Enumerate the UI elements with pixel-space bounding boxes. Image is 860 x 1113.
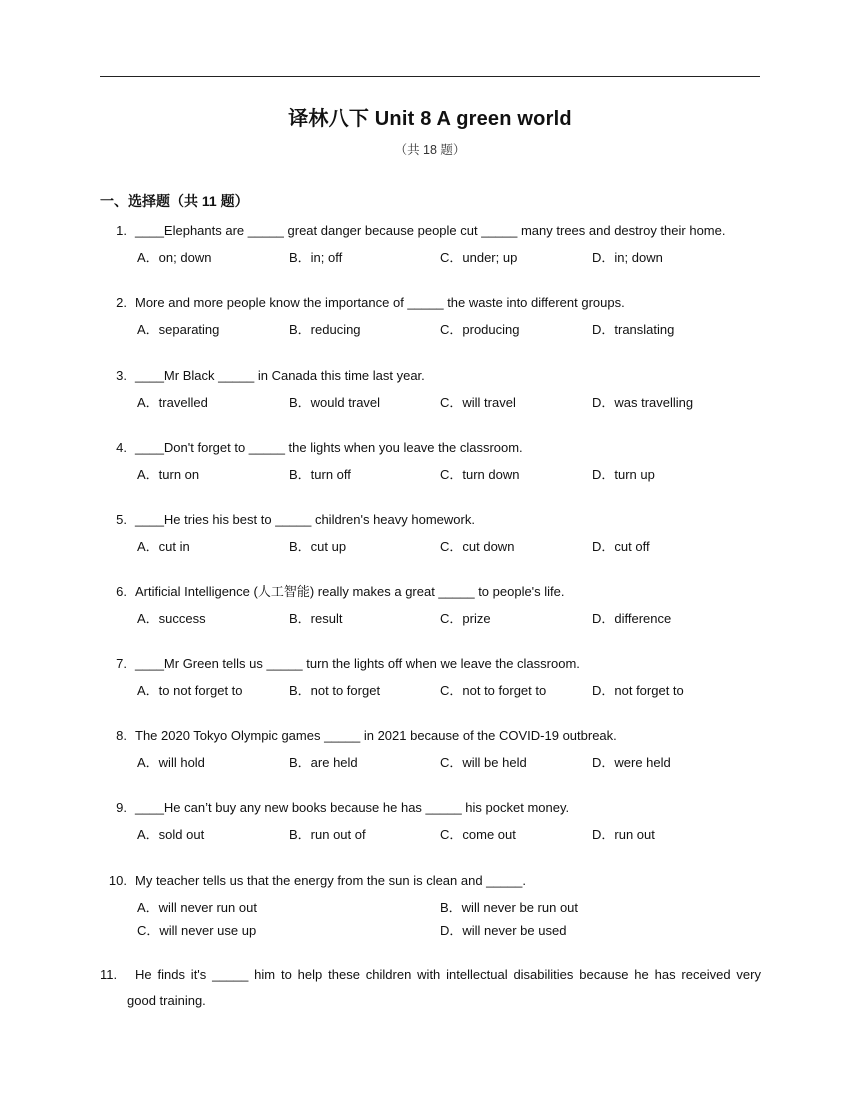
option-b[interactable]: B．would travel: [289, 395, 381, 410]
header-rule: [100, 76, 760, 77]
option-a[interactable]: A．on; down: [137, 250, 212, 265]
question-stem: ____Elephants are _____ great danger because people cut _____ many trees and destroy their home.: [135, 223, 726, 238]
option-c[interactable]: C．will travel: [440, 395, 516, 410]
option-a[interactable]: A．separating: [137, 322, 220, 337]
option-a[interactable]: A．will hold: [137, 755, 205, 770]
question-count: （共 18 题）: [394, 143, 466, 157]
question-11: [100, 962, 761, 1014]
option-d[interactable]: D．will never be used: [440, 923, 567, 938]
option-d[interactable]: D．translating: [592, 322, 675, 337]
question-number: 7.: [116, 656, 127, 671]
option-a[interactable]: A．to not forget to: [137, 683, 243, 698]
question-number: 11.: [100, 967, 118, 982]
option-d[interactable]: D．was travelling: [592, 395, 694, 410]
option-c[interactable]: C．prize: [440, 611, 491, 626]
question-number: 6.: [116, 584, 127, 599]
option-a[interactable]: A．travelled: [137, 395, 208, 410]
option-b[interactable]: B．reducing: [289, 322, 361, 337]
question-number: 10.: [108, 873, 127, 888]
question-stem: ____Don't forget to _____ the lights when you leave the classroom.: [135, 440, 523, 455]
question-number: 9.: [116, 800, 127, 815]
option-c[interactable]: C．will be held: [440, 755, 527, 770]
question-stem: My teacher tells us that the energy from the sun is clean and _____.: [135, 873, 526, 888]
option-d[interactable]: D．run out: [592, 827, 655, 842]
option-a[interactable]: A．will never run out: [137, 900, 257, 915]
question-stem: ____Mr Green tells us _____ turn the lights off when we leave the classroom.: [135, 656, 580, 671]
question-stem: More and more people know the importance of _____ the waste into different groups.: [135, 295, 625, 310]
option-b[interactable]: B．are held: [289, 755, 358, 770]
option-d[interactable]: D．not forget to: [592, 683, 684, 698]
option-c[interactable]: C．under; up: [440, 250, 518, 265]
option-c[interactable]: C．turn down: [440, 467, 520, 482]
option-a[interactable]: A．turn on: [137, 467, 200, 482]
option-b[interactable]: B．turn off: [289, 467, 351, 482]
question-number: 8.: [116, 728, 127, 743]
section-title: 一、选择题（共 11 题）: [100, 193, 249, 209]
question-stem: He finds it's _____ him to help these children with intellectual disabilities because he has received very: [135, 967, 761, 982]
option-a[interactable]: A．sold out: [137, 827, 205, 842]
question-stem: ____Mr Black _____ in Canada this time last year.: [135, 368, 425, 383]
option-b[interactable]: B．cut up: [289, 539, 347, 554]
option-c[interactable]: C．will never use up: [137, 923, 257, 938]
option-b[interactable]: B．will never be run out: [440, 900, 579, 915]
option-d[interactable]: D．in; down: [592, 250, 663, 265]
option-d[interactable]: D．cut off: [592, 539, 650, 554]
question-stem: ____He can’t buy any new books because he has _____ his pocket money.: [135, 800, 570, 815]
option-b[interactable]: B．not to forget: [289, 683, 381, 698]
question-stem: ____He tries his best to _____ children's heavy homework.: [135, 512, 475, 527]
question-number: 1.: [116, 223, 127, 238]
option-c[interactable]: C．not to forget to: [440, 683, 547, 698]
question-stem: The 2020 Tokyo Olympic games _____ in 2021 because of the COVID-19 outbreak.: [135, 728, 617, 743]
question-stem: Artificial Intelligence (人工智能) really makes a great _____ to people's life.: [135, 584, 565, 599]
option-b[interactable]: B．result: [289, 611, 343, 626]
question-number: 5.: [116, 512, 127, 527]
option-a[interactable]: A．success: [137, 611, 206, 626]
option-c[interactable]: C．cut down: [440, 539, 515, 554]
option-c[interactable]: C．come out: [440, 827, 516, 842]
question-number: 3.: [116, 368, 127, 383]
question-stem-line-1: [100, 962, 761, 988]
option-d[interactable]: D．difference: [592, 611, 672, 626]
option-c[interactable]: C．producing: [440, 322, 520, 337]
question-number: 4.: [116, 440, 127, 455]
option-b[interactable]: B．run out of: [289, 827, 366, 842]
option-d[interactable]: D．were held: [592, 755, 671, 770]
option-d[interactable]: D．turn up: [592, 467, 655, 482]
option-a[interactable]: A．cut in: [137, 539, 190, 554]
page-title: 译林八下 Unit 8 A green world: [288, 108, 572, 130]
option-b[interactable]: B．in; off: [289, 250, 343, 265]
question-stem-line-2: good training.: [127, 993, 206, 1008]
question-number: 2.: [116, 295, 127, 310]
